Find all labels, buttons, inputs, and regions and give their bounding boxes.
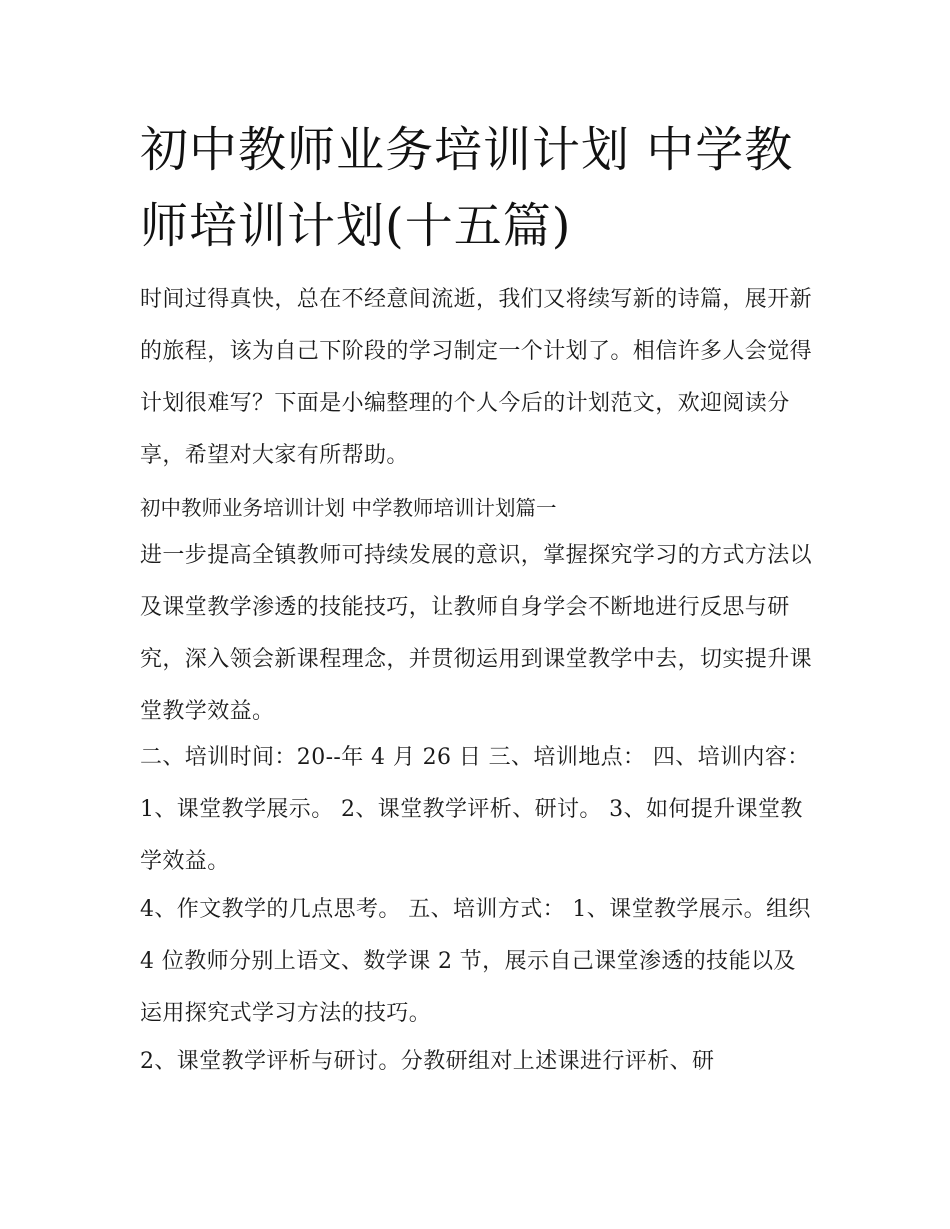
body-paragraph: 进一步提高全镇教师可持续发展的意识，掌握探究学习的方式方法以及课堂教学渗透的技能技巧，让教师自身学会不断地进行反思与研究，深入领会新课程理念，并贯彻运用到课堂教学中去，切实提升课堂教学效益。	[140, 543, 813, 724]
document-page	[140, 0, 815, 1229]
intro-paragraph: 时间过得真快，总在不经意间流逝，我们又将续写新的诗篇，展开新的旅程，该为自己下阶段的学习制定一个计划了。相信许多人会觉得计划很难写？下面是小编整理的个人今后的计划范文，欢迎阅读分享，希望对大家有所帮助。	[140, 287, 813, 468]
body-paragraph: 二、培训时间：20--年 4 月 26 日 三、培训地点： 四、培训内容： 1、课堂教学展示。 2、课堂教学评析、研讨。 3、如何提升课堂教学效益。	[140, 745, 810, 874]
body-paragraph: 2、课堂教学评析与研讨。分教研组对上述课进行评析、研	[140, 1049, 715, 1074]
body-paragraph: 4、作文教学的几点思考。 五、培训方式： 1、课堂教学展示。组织 4 位教师分别上语文、数学课 2 节，展示自己课堂渗透的技能以及运用探究式学习方法的技巧。	[140, 897, 811, 1026]
document-title: 初中教师业务培训计划 中学教师培训计划(十五篇)	[140, 122, 794, 254]
section-heading: 初中教师业务培训计划 中学教师培训计划篇一	[140, 496, 557, 520]
